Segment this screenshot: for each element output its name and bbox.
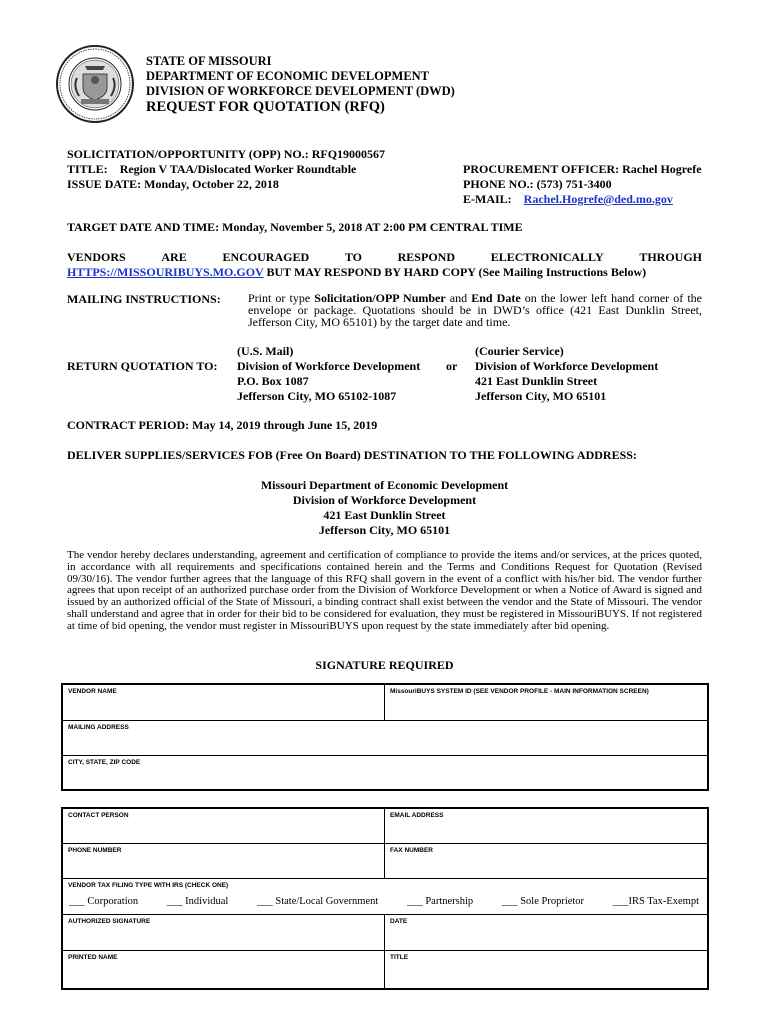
vendors-word: ENCOURAGED: [222, 250, 310, 264]
authorized-signature-field[interactable]: AUTHORIZED SIGNATURE: [62, 914, 385, 951]
vendor-name-field[interactable]: VENDOR NAME: [62, 684, 385, 721]
tax-option-irs-tax-exempt[interactable]: ___IRS Tax-Exempt: [612, 896, 699, 907]
officer-email-row: E-MAIL: Rachel.Hogrefe@ded.mo.gov: [463, 192, 673, 206]
system-id-field[interactable]: MissouriBUYS SYSTEM ID (SEE VENDOR PROFILE - MAIN INFORMATION SCREEN): [384, 684, 708, 721]
tax-option-state-local-government[interactable]: ___ State/Local Government: [256, 896, 379, 907]
tax-option-individual[interactable]: ___ Individual: [166, 896, 229, 907]
rfq-title: TITLE: Region V TAA/Dislocated Worker Roundtable: [67, 162, 357, 176]
officer-phone: PHONE NO.: (573) 751-3400: [463, 177, 612, 191]
mailing-address-field[interactable]: MAILING ADDRESS: [62, 720, 708, 756]
vendors-word: VENDORS: [67, 250, 126, 264]
vendors-word: TO: [344, 250, 362, 264]
vendors-word: THROUGH: [639, 250, 702, 264]
vendor-declaration: The vendor hereby declares understanding, agreement and certification of compliance to provide the items and/or services, at the prices quoted, in accordance with all requirements and specifications contained herein and the Terms and Conditions Request for Quotation (Revised 09/30/16). The vendor further agrees that the language of this RFQ shall govern in the event of a conflict with his/her bid. The vendor further agrees that upon receipt of an authorized purchase order from the Division of Workforce Development or when a Notice of Award is signed and issued by an authorized official of the State of Missouri, a binding contract shall exist between the vendor and the State of Missouri. The vendor shall understand and agree that in order for their bid to be considered for evaluation, they must be registered in MissouriBUYS. If not registered at time of bid opening, the vendor must register in MissouriBUYS upon request by the state immediately after bid opening.: [67, 549, 702, 632]
fax-number-field[interactable]: FAX NUMBER: [384, 843, 708, 879]
officer-email-link[interactable]: Rachel.Hogrefe@ded.mo.gov: [523, 192, 673, 206]
courier-address: (Courier Service) Division of Workforce Development 421 East Dunklin Street Jefferson City, MO 65101: [475, 344, 659, 403]
issue-date: ISSUE DATE: Monday, October 22, 2018: [67, 177, 279, 191]
mailing-label: MAILING INSTRUCTIONS:: [67, 292, 221, 306]
title-field[interactable]: TITLE: [384, 950, 708, 989]
vendors-word: ELECTRONICALLY: [490, 250, 604, 264]
state-heading: STATE OF MISSOURI: [146, 54, 272, 68]
delivery-address: Missouri Department of Economic Development Division of Workforce Development 421 East Dunklin Street Jefferson City, MO 65101: [260, 478, 509, 537]
vendors-word: ARE: [161, 250, 187, 264]
department-heading: DEPARTMENT OF ECONOMIC DEVELOPMENT: [146, 69, 430, 83]
or-separator: or: [446, 359, 458, 373]
tax-option-partnership[interactable]: ___ Partnership: [406, 896, 474, 907]
deliver-instructions: DELIVER SUPPLIES/SERVICES FOB (Free On Board) DESTINATION TO THE FOLLOWING ADDRESS:: [67, 448, 637, 462]
us-mail-address: (U.S. Mail) Division of Workforce Development P.O. Box 1087 Jefferson City, MO 65102-1087: [237, 344, 421, 403]
procurement-officer: PROCUREMENT OFFICER: Rachel Hogrefe: [463, 162, 702, 176]
contract-period: CONTRACT PERIOD: May 14, 2019 through June 15, 2019: [67, 418, 378, 432]
date-field[interactable]: DATE: [384, 914, 708, 951]
phone-number-field[interactable]: PHONE NUMBER: [62, 843, 385, 879]
target-date: TARGET DATE AND TIME: Monday, November 5, 2018 AT 2:00 PM CENTRAL TIME: [67, 220, 523, 234]
vendors-word: RESPOND: [397, 250, 455, 264]
tax-option-corporation[interactable]: ___ Corporation: [69, 896, 139, 907]
missouribuys-link[interactable]: HTTPS://MISSOURIBUYS.MO.GOV: [67, 265, 264, 279]
printed-name-field[interactable]: PRINTED NAME: [62, 950, 385, 989]
email-address-field[interactable]: EMAIL ADDRESS: [384, 808, 708, 844]
contact-person-field[interactable]: CONTACT PERSON: [62, 808, 385, 844]
vendors-notice: VENDORS ARE ENCOURAGED TO RESPOND ELECTRONICALLY THROUGH HTTPS://MISSOURIBUYS.MO.GOV BUT MAY RESPOND BY HARD COPY (See Mailing Instructions Below): [67, 250, 702, 279]
opp-number: SOLICITATION/OPPORTUNITY (OPP) NO.: RFQ19000567: [67, 147, 386, 161]
return-label: RETURN QUOTATION TO:: [67, 359, 218, 373]
signature-heading: SIGNATURE REQUIRED: [315, 658, 454, 672]
document-title: REQUEST FOR QUOTATION (RFQ): [146, 99, 385, 115]
vendor-info-form: [61, 683, 709, 791]
tax-filing-type-field: VENDOR TAX FILING TYPE WITH IRS (CHECK ONE) ___ Corporation ___ Individual ___ State/Local Government ___ Partnership ___ Sole Proprietor ___IRS Tax-Exempt: [62, 878, 708, 915]
division-heading: DIVISION OF WORKFORCE DEVELOPMENT (DWD): [146, 84, 455, 98]
city-state-zip-field[interactable]: CITY, STATE, ZIP CODE: [62, 755, 708, 790]
contact-info-form: [61, 807, 709, 990]
tax-option-sole-proprietor[interactable]: ___ Sole Proprietor: [501, 896, 585, 907]
mailing-instructions: Print or type Solicitation/OPP Number and End Date on the lower left hand corner of the envelope or package. Quotations should be in DWD’s office (421 East Dunklin Street, Jefferson City, MO 65101) by the target date and time.: [248, 291, 702, 329]
state-seal-logo: [55, 44, 135, 124]
